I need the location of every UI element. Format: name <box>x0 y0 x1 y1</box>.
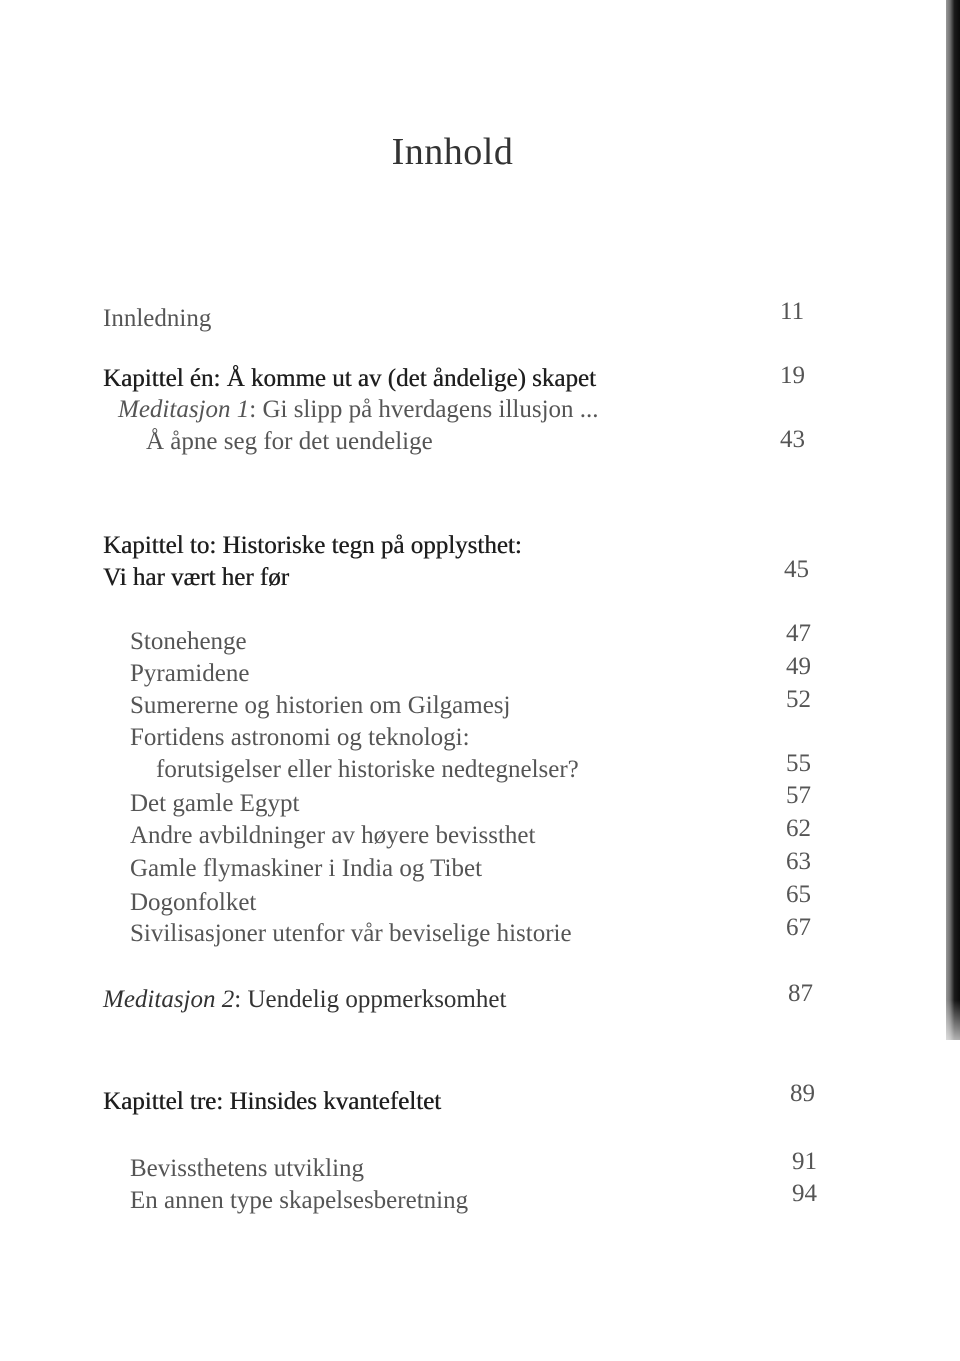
toc-entry-italic-prefix: Meditasjon 1 <box>118 396 250 423</box>
toc-meditation-one <box>118 396 599 424</box>
toc-entry-text: Sumererne og historien om Gilgamesj <box>130 692 511 719</box>
toc-section <box>130 660 249 688</box>
toc-section <box>130 889 256 917</box>
toc-entry-text: forutsigelser eller historiske nedtegnelser? <box>156 756 579 783</box>
toc-entry-text: Stonehenge <box>130 628 247 655</box>
toc-page-number: 43 <box>780 426 805 453</box>
toc-section <box>130 1187 468 1215</box>
toc-chapter-two <box>103 532 522 560</box>
toc-entry-text: Å åpne seg for det uendelige <box>146 428 433 455</box>
book-spine-shadow <box>946 0 960 1040</box>
page-title: Innhold <box>391 131 514 173</box>
toc-page-number: 91 <box>792 1148 817 1175</box>
toc-entry-text: Vi har vært her før <box>103 564 289 591</box>
toc-entry-text: Andre avbildninger av høyere bevissthet <box>130 822 536 849</box>
toc-meditation-two <box>103 986 506 1014</box>
toc-entry-text: Kapittel én: Å komme ut av (det åndelige) skapet <box>103 365 596 392</box>
toc-page-number: 89 <box>790 1080 815 1107</box>
toc-section-cont <box>156 756 579 784</box>
toc-page-number: 57 <box>786 782 811 809</box>
toc-entry-text: Bevissthetens utvikling <box>130 1155 365 1182</box>
toc-chapter-one <box>103 365 596 393</box>
toc-page-number: 19 <box>780 362 805 389</box>
toc-page-number: 55 <box>786 750 811 777</box>
toc-entry-introduction <box>103 305 211 333</box>
toc-entry-text: Sivilisasjoner utenfor vår beviselige historie <box>130 920 572 947</box>
toc-chapter-two-cont <box>103 564 289 592</box>
toc-entry-text: : Uendelig oppmerksomhet <box>234 986 507 1013</box>
toc-chapter-three <box>103 1088 441 1116</box>
toc-page-number: 62 <box>786 815 811 842</box>
toc-meditation-one-cont <box>146 428 433 456</box>
toc-entry-text: Innledning <box>103 305 212 332</box>
toc-entry-text: Det gamle Egypt <box>130 790 300 817</box>
toc-page-number: 47 <box>786 620 811 647</box>
toc-page-number: 45 <box>784 556 809 583</box>
toc-page-number: 87 <box>788 980 813 1007</box>
toc-page-number: 11 <box>780 298 805 325</box>
toc-page-number: 94 <box>792 1180 817 1207</box>
toc-entry-text: Fortidens astronomi og teknologi: <box>130 724 470 751</box>
toc-entry-text: Dogonfolket <box>130 889 257 916</box>
toc-entry-text: En annen type skapelsesberetning <box>130 1187 469 1214</box>
book-spine-fade <box>946 1000 960 1060</box>
toc-section <box>130 628 247 656</box>
toc-page-number: 67 <box>786 914 811 941</box>
toc-page-number: 52 <box>786 686 811 713</box>
toc-section <box>130 855 482 883</box>
toc-page-number: 63 <box>786 848 811 875</box>
toc-page-number: 65 <box>786 881 811 908</box>
toc-section <box>130 920 572 948</box>
toc-section <box>130 692 510 720</box>
toc-entry-text: Gamle flymaskiner i India og Tibet <box>130 855 483 882</box>
toc-entry-text: Kapittel to: Historiske tegn på opplysthet: <box>103 532 522 559</box>
toc-section <box>130 1155 364 1183</box>
toc-entry-text: : Gi slipp på hverdagens illusjon ... <box>249 396 599 423</box>
toc-section <box>130 724 470 752</box>
toc-page-number: 49 <box>786 653 811 680</box>
toc-entry-italic-prefix: Meditasjon 2 <box>103 986 235 1013</box>
toc-section <box>130 790 299 818</box>
toc-entry-text: Kapittel tre: Hinsides kvantefeltet <box>103 1088 442 1115</box>
toc-entry-text: Pyramidene <box>130 660 250 687</box>
toc-section <box>130 822 535 850</box>
